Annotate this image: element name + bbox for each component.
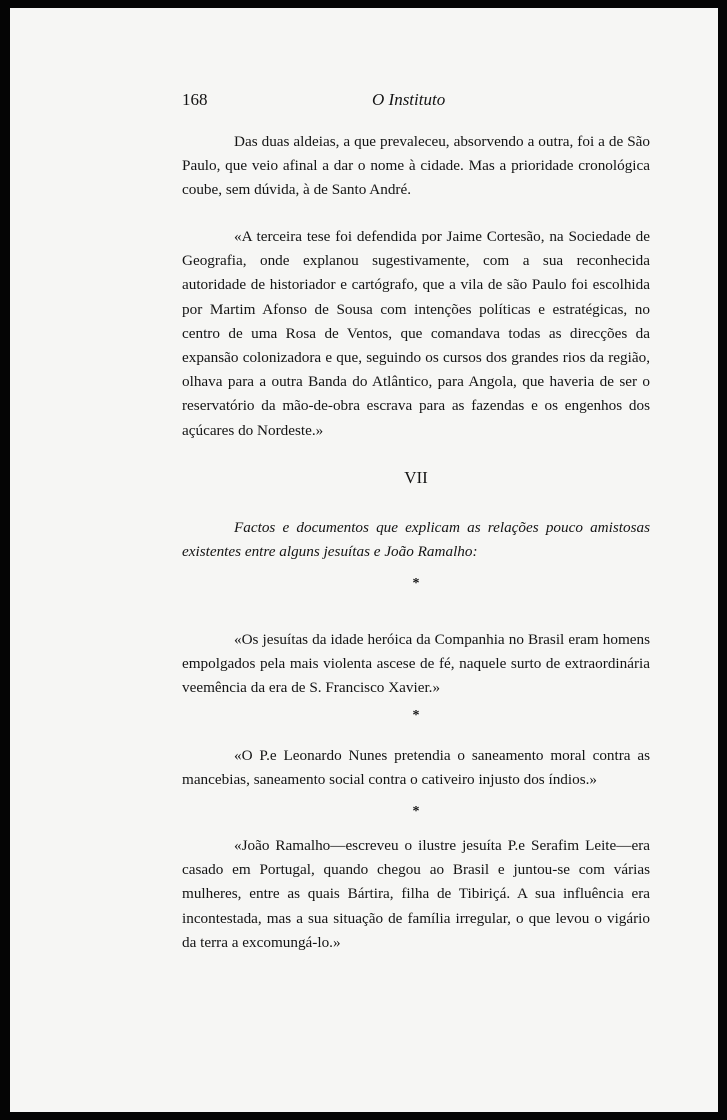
separator-asterisk: * xyxy=(412,804,420,819)
running-title: O Instituto xyxy=(372,90,446,109)
section-subtitle: Factos e documentos que explicam as relações pouco amistosas existentes entre alguns jesuítas e João Ramalho: xyxy=(182,519,650,561)
quote-paragraph: «João Ramalho—escreveu o ilustre jesuíta P.e Serafim Leite—era casado em Portugal, quando chegou ao Brasil e juntou-se com várias mulheres, entre as quais Bártira, filha de Tibiriçá. A sua influência era incontestada, mas a sua situação de família irregular, o que levou o vigário da terra a excomungá-lo.» xyxy=(182,837,650,951)
page-header xyxy=(182,90,550,116)
quote-paragraph: «O P.e Leonardo Nunes pretendia o saneamento moral contra as mancebias, saneamento social contra o cativeiro injusto dos índios.» xyxy=(182,747,650,789)
section-heading: VII xyxy=(404,468,428,487)
book-page xyxy=(10,8,718,1112)
separator-asterisk: * xyxy=(412,708,420,723)
paragraph: Das duas aldeias, a que prevaleceu, absorvendo a outra, foi a de São Paulo, que veio afinal a dar o nome à cidade. Mas a prioridade cronológica coube, sem dúvida, à de Santo André. xyxy=(182,133,650,199)
paragraph: «A terceira tese foi defendida por Jaime Cortesão, na Sociedade de Geografia, onde explanou sugestivamente, com a sua reconhecida autoridade de historiador e cartógrafo, que a vila de são Paulo foi escolhida por Martim Afonso de Sousa com intenções políticas e estratégicas, no centro de uma Rosa de Ventos, que comandava todas as direcções da expansão colonizadora e que, seguindo os cursos dos grandes rios da região, olhava para a outra Banda do Atlântico, para Angola, que haveria de ser o reservatório da mão-de-obra escrava para as fazendas e os engenhos dos açúcares do Nordeste.» xyxy=(182,228,650,439)
page-number: 168 xyxy=(182,90,208,109)
quote-paragraph: «Os jesuítas da idade heróica da Companhia no Brasil eram homens empolgados pela mais violenta ascese de fé, naquele surto de extraordinária veemência da era de S. Francisco Xavier.» xyxy=(182,631,650,697)
separator-asterisk: * xyxy=(412,576,420,591)
